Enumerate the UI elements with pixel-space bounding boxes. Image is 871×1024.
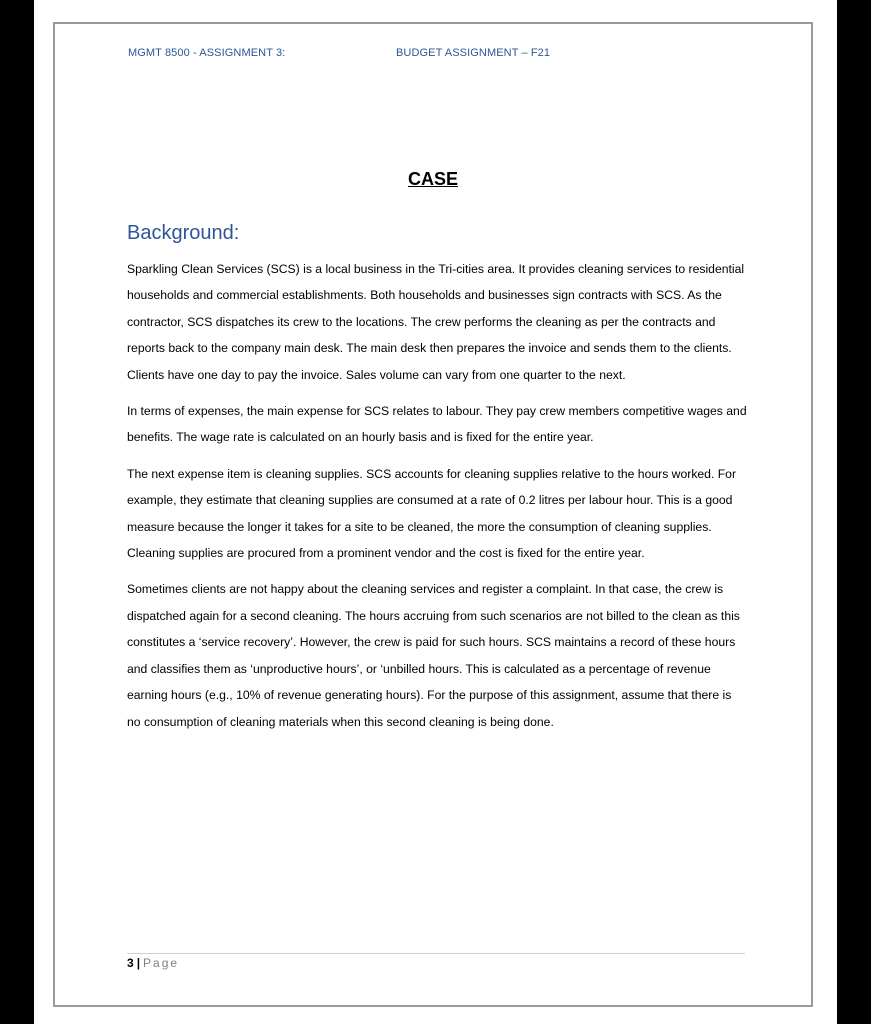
header-assignment: BUDGET ASSIGNMENT – F21 bbox=[396, 47, 551, 59]
page-number: 3 bbox=[127, 956, 134, 970]
page-footer bbox=[127, 956, 179, 970]
footer-divider bbox=[127, 953, 745, 954]
header-course: MGMT 8500 - ASSIGNMENT 3: bbox=[128, 47, 286, 59]
document-body bbox=[127, 256, 747, 745]
document-page bbox=[53, 22, 813, 1007]
paragraph: In terms of expenses, the main expense for SCS relates to labour. They pay crew members competitive wages and benefits. The wage rate is calculated on an hourly basis and is fixed for the entire year. bbox=[127, 404, 747, 445]
paragraph: Sometimes clients are not happy about the cleaning services and register a complaint. In that case, the crew is dispatched again for a second cleaning. The hours accruing from such scenarios are not billed to the clean as this constitutes a ‘service recovery’. However, the crew is paid for such hours. SCS maintains a record of these hours and classifies them as ‘unproductive hours’, or ‘unbilled hours. This is calculated as a percentage of revenue earning hours (e.g., 10% of revenue generating hours). For the purpose of this assignment, assume that there is no consumption of cleaning materials when this second cleaning is being done. bbox=[127, 582, 740, 729]
document-viewport[interactable] bbox=[34, 0, 837, 1024]
paragraph: The next expense item is cleaning supplies. SCS accounts for cleaning supplies relative to the hours worked. For example, they estimate that cleaning supplies are consumed at a rate of 0.2 litres per labour hour. This is a good measure because the longer it takes for a site to be cleaned, the more the consumption of cleaning supplies. Cleaning supplies are procured from a prominent vendor and the cost is fixed for the entire year. bbox=[127, 466, 737, 561]
page-label: Page bbox=[143, 956, 180, 970]
page-separator: | bbox=[136, 956, 141, 970]
paragraph: Sparkling Clean Services (SCS) is a local business in the Tri-cities area. It provides cleaning services to residential households and commercial establishments. Both households and businesses sign contracts with SCS. As the contractor, SCS dispatches its crew to the locations. The crew performs the cleaning as per the contracts and reports back to the company main desk. The main desk then prepares the invoice and sends them to the clients. Clients have one day to pay the invoice. Sales volume can vary from one quarter to the next. bbox=[127, 262, 745, 382]
page-title: CASE bbox=[407, 169, 458, 189]
section-heading: Background: bbox=[127, 222, 240, 244]
